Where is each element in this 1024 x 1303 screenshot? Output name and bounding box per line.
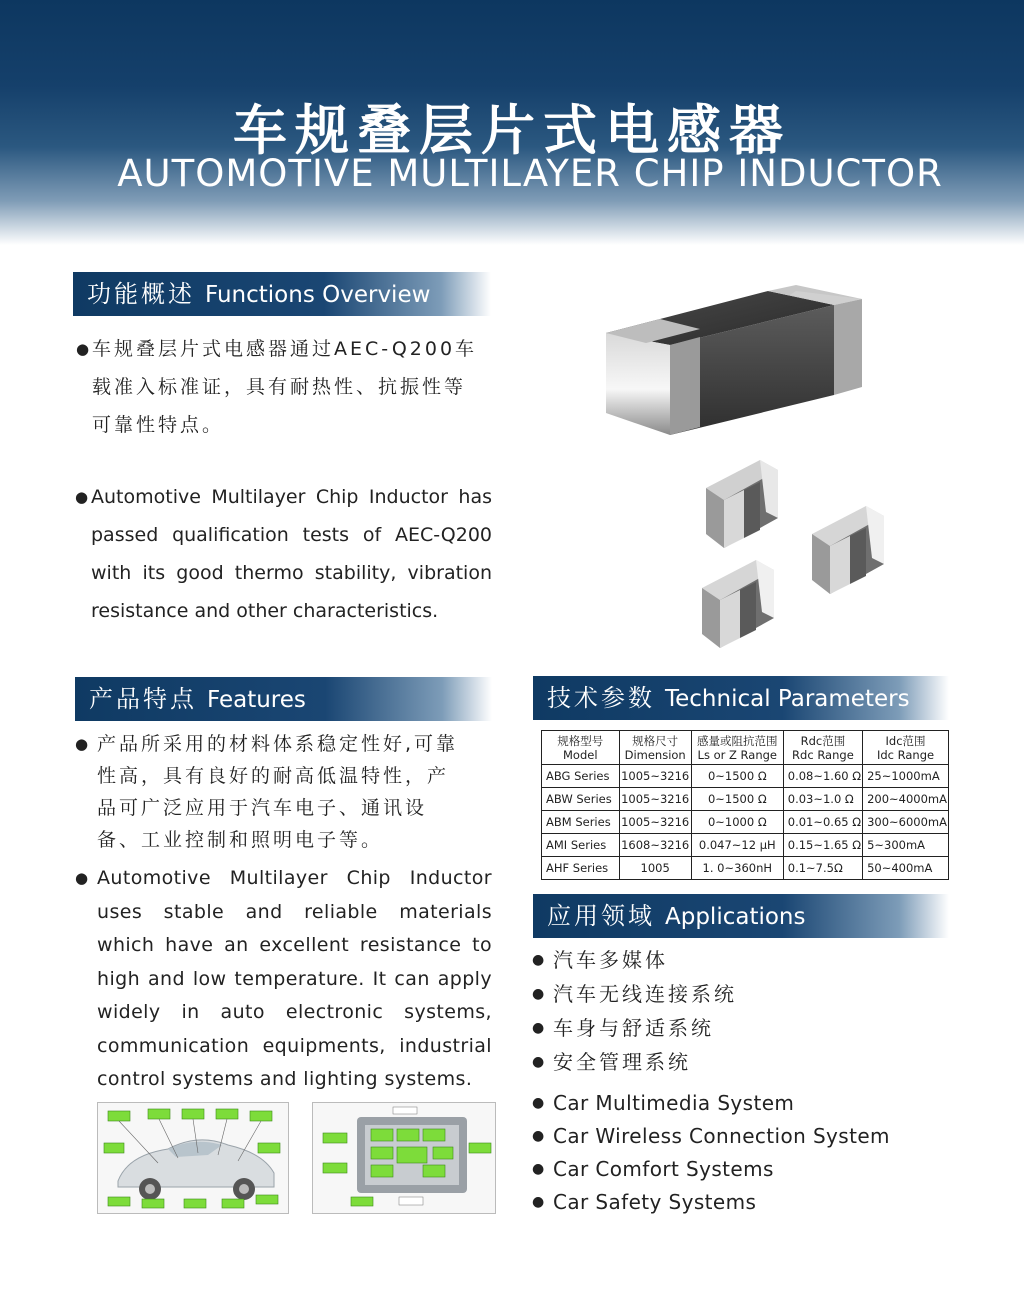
- table-cell: 1005: [619, 857, 691, 880]
- table-cell: 200~4000mA: [863, 788, 949, 811]
- chip-inductor-large-image: [600, 285, 870, 445]
- parameters-heading-en: Technical Parameters: [665, 686, 910, 712]
- functions-text-cn: [76, 330, 512, 444]
- column-header: Idc范围 Idc Range: [863, 731, 949, 765]
- features-line: 产品所采用的材料体系稳定性好,可靠: [97, 733, 459, 755]
- features-heading-cn: 产品特点: [89, 685, 197, 713]
- bullet-icon: ●: [75, 735, 92, 753]
- column-header: Rdc范围 Rdc Range: [783, 731, 862, 765]
- title-chinese: 车规叠层片式电感器: [233, 99, 791, 162]
- functions-text-en-body: Automotive Multilayer Chip Inductor has passed qualification tests of AEC-Q200 with its good thermo stability, vibration resistance and other characteristics.: [91, 486, 492, 622]
- list-item: ● Car Multimedia System: [532, 1087, 890, 1120]
- applications-heading-en: Applications: [665, 904, 806, 930]
- table-cell: 0.03~1.0 Ω: [783, 788, 862, 811]
- applications-heading-cn: 应用领域: [547, 902, 655, 930]
- table-cell: 1608~3216: [619, 834, 691, 857]
- system-block-diagram-image: [312, 1102, 496, 1214]
- table-cell: 0~1500 Ω: [691, 765, 783, 788]
- functions-line: 车规叠层片式电感器通过AEC-Q200车: [92, 338, 478, 360]
- chip-inductor-small-image: [696, 552, 806, 652]
- chip-inductor-small-image: [806, 498, 916, 598]
- list-item: ● Car Wireless Connection System: [532, 1120, 890, 1153]
- table-cell: 300~6000mA: [863, 811, 949, 834]
- bullet-icon: ●: [76, 340, 93, 358]
- table-cell: 1005~3216: [619, 765, 691, 788]
- table-row: [542, 788, 949, 811]
- bullet-icon: ●: [532, 1194, 545, 1210]
- table-cell: 1005~3216: [619, 788, 691, 811]
- functions-line: 可靠性特点。: [92, 414, 225, 436]
- list-item: ● 汽车无线连接系统: [532, 977, 890, 1011]
- bullet-icon: ●: [532, 952, 548, 968]
- chip-inductor-small-image: [700, 452, 810, 552]
- features-line: 备、工业控制和照明电子等。: [97, 829, 384, 851]
- title-english: AUTOMOTIVE MULTILAYER CHIP INDUCTOR: [117, 152, 943, 195]
- parameters-heading-cn: 技术参数: [547, 684, 655, 712]
- list-item: ● Car Comfort Systems: [532, 1153, 890, 1186]
- table-cell: AHF Series: [542, 857, 620, 880]
- bullet-icon: ●: [532, 1020, 548, 1036]
- functions-heading-cn: 功能概述: [87, 280, 195, 308]
- applications-heading: [533, 894, 949, 938]
- functions-heading: [73, 272, 491, 316]
- column-header: 规格尺寸 Dimension: [619, 731, 691, 765]
- table-cell: 0.1~7.5Ω: [783, 857, 862, 880]
- table-cell: 0.08~1.60 Ω: [783, 765, 862, 788]
- features-text-en-body: Automotive Multilayer Chip Inductor uses stable and reliable materials which have an excellent resistance to high and low temperature. It can apply widely in auto electronic systems, communication equipments, industrial control systems and lighting systems.: [97, 867, 492, 1090]
- bullet-icon: ●: [532, 986, 548, 1002]
- bullet-icon: ●: [532, 1128, 545, 1144]
- functions-heading-en: Functions Overview: [205, 282, 431, 308]
- features-heading-en: Features: [207, 687, 306, 713]
- table-header-row: [542, 731, 949, 765]
- functions-text-en: [75, 478, 492, 630]
- column-header: 规格型号 Model: [542, 731, 620, 765]
- table-cell: 50~400mA: [863, 857, 949, 880]
- table-cell: 25~1000mA: [863, 765, 949, 788]
- bullet-icon: ●: [532, 1054, 548, 1070]
- bullet-icon: ●: [75, 869, 89, 887]
- table-row: [542, 834, 949, 857]
- table-row: [542, 857, 949, 880]
- features-heading: [75, 677, 492, 721]
- features-text-en: [75, 862, 492, 1097]
- list-item: ● 汽车多媒体: [532, 943, 890, 977]
- table-cell: 1. 0~360nH: [691, 857, 783, 880]
- table-cell: AMI Series: [542, 834, 620, 857]
- table-row: [542, 765, 949, 788]
- features-line: 性高，具有良好的耐高低温特性，产: [97, 765, 450, 787]
- bullet-icon: ●: [532, 1161, 545, 1177]
- bullet-icon: ●: [532, 1095, 545, 1111]
- features-text-cn: [75, 728, 507, 856]
- table-cell: ABW Series: [542, 788, 620, 811]
- table-cell: 0~1000 Ω: [691, 811, 783, 834]
- parameters-heading: [533, 676, 949, 720]
- table-cell: 5~300mA: [863, 834, 949, 857]
- features-line: 品可广泛应用于汽车电子、通讯设: [97, 797, 428, 819]
- applications-list: [532, 943, 890, 1219]
- column-header: 感量或阻抗范围 Ls or Z Range: [691, 731, 783, 765]
- table-cell: 0.15~1.65 Ω: [783, 834, 862, 857]
- page-header: [0, 0, 1024, 245]
- car-electronics-diagram-image: [97, 1102, 289, 1214]
- table-cell: ABG Series: [542, 765, 620, 788]
- table-cell: 0~1500 Ω: [691, 788, 783, 811]
- functions-line: 载准入标准证，具有耐热性、抗振性等: [92, 376, 467, 398]
- list-item: ● 车身与舒适系统: [532, 1011, 890, 1045]
- table-cell: 0.047~12 μH: [691, 834, 783, 857]
- table-row: [542, 811, 949, 834]
- table-cell: 1005~3216: [619, 811, 691, 834]
- list-item: ● 安全管理系统: [532, 1045, 890, 1079]
- table-cell: 0.01~0.65 Ω: [783, 811, 862, 834]
- parameters-table: [541, 730, 949, 880]
- bullet-icon: ●: [75, 488, 89, 506]
- table-cell: ABM Series: [542, 811, 620, 834]
- list-item: ● Car Safety Systems: [532, 1186, 890, 1219]
